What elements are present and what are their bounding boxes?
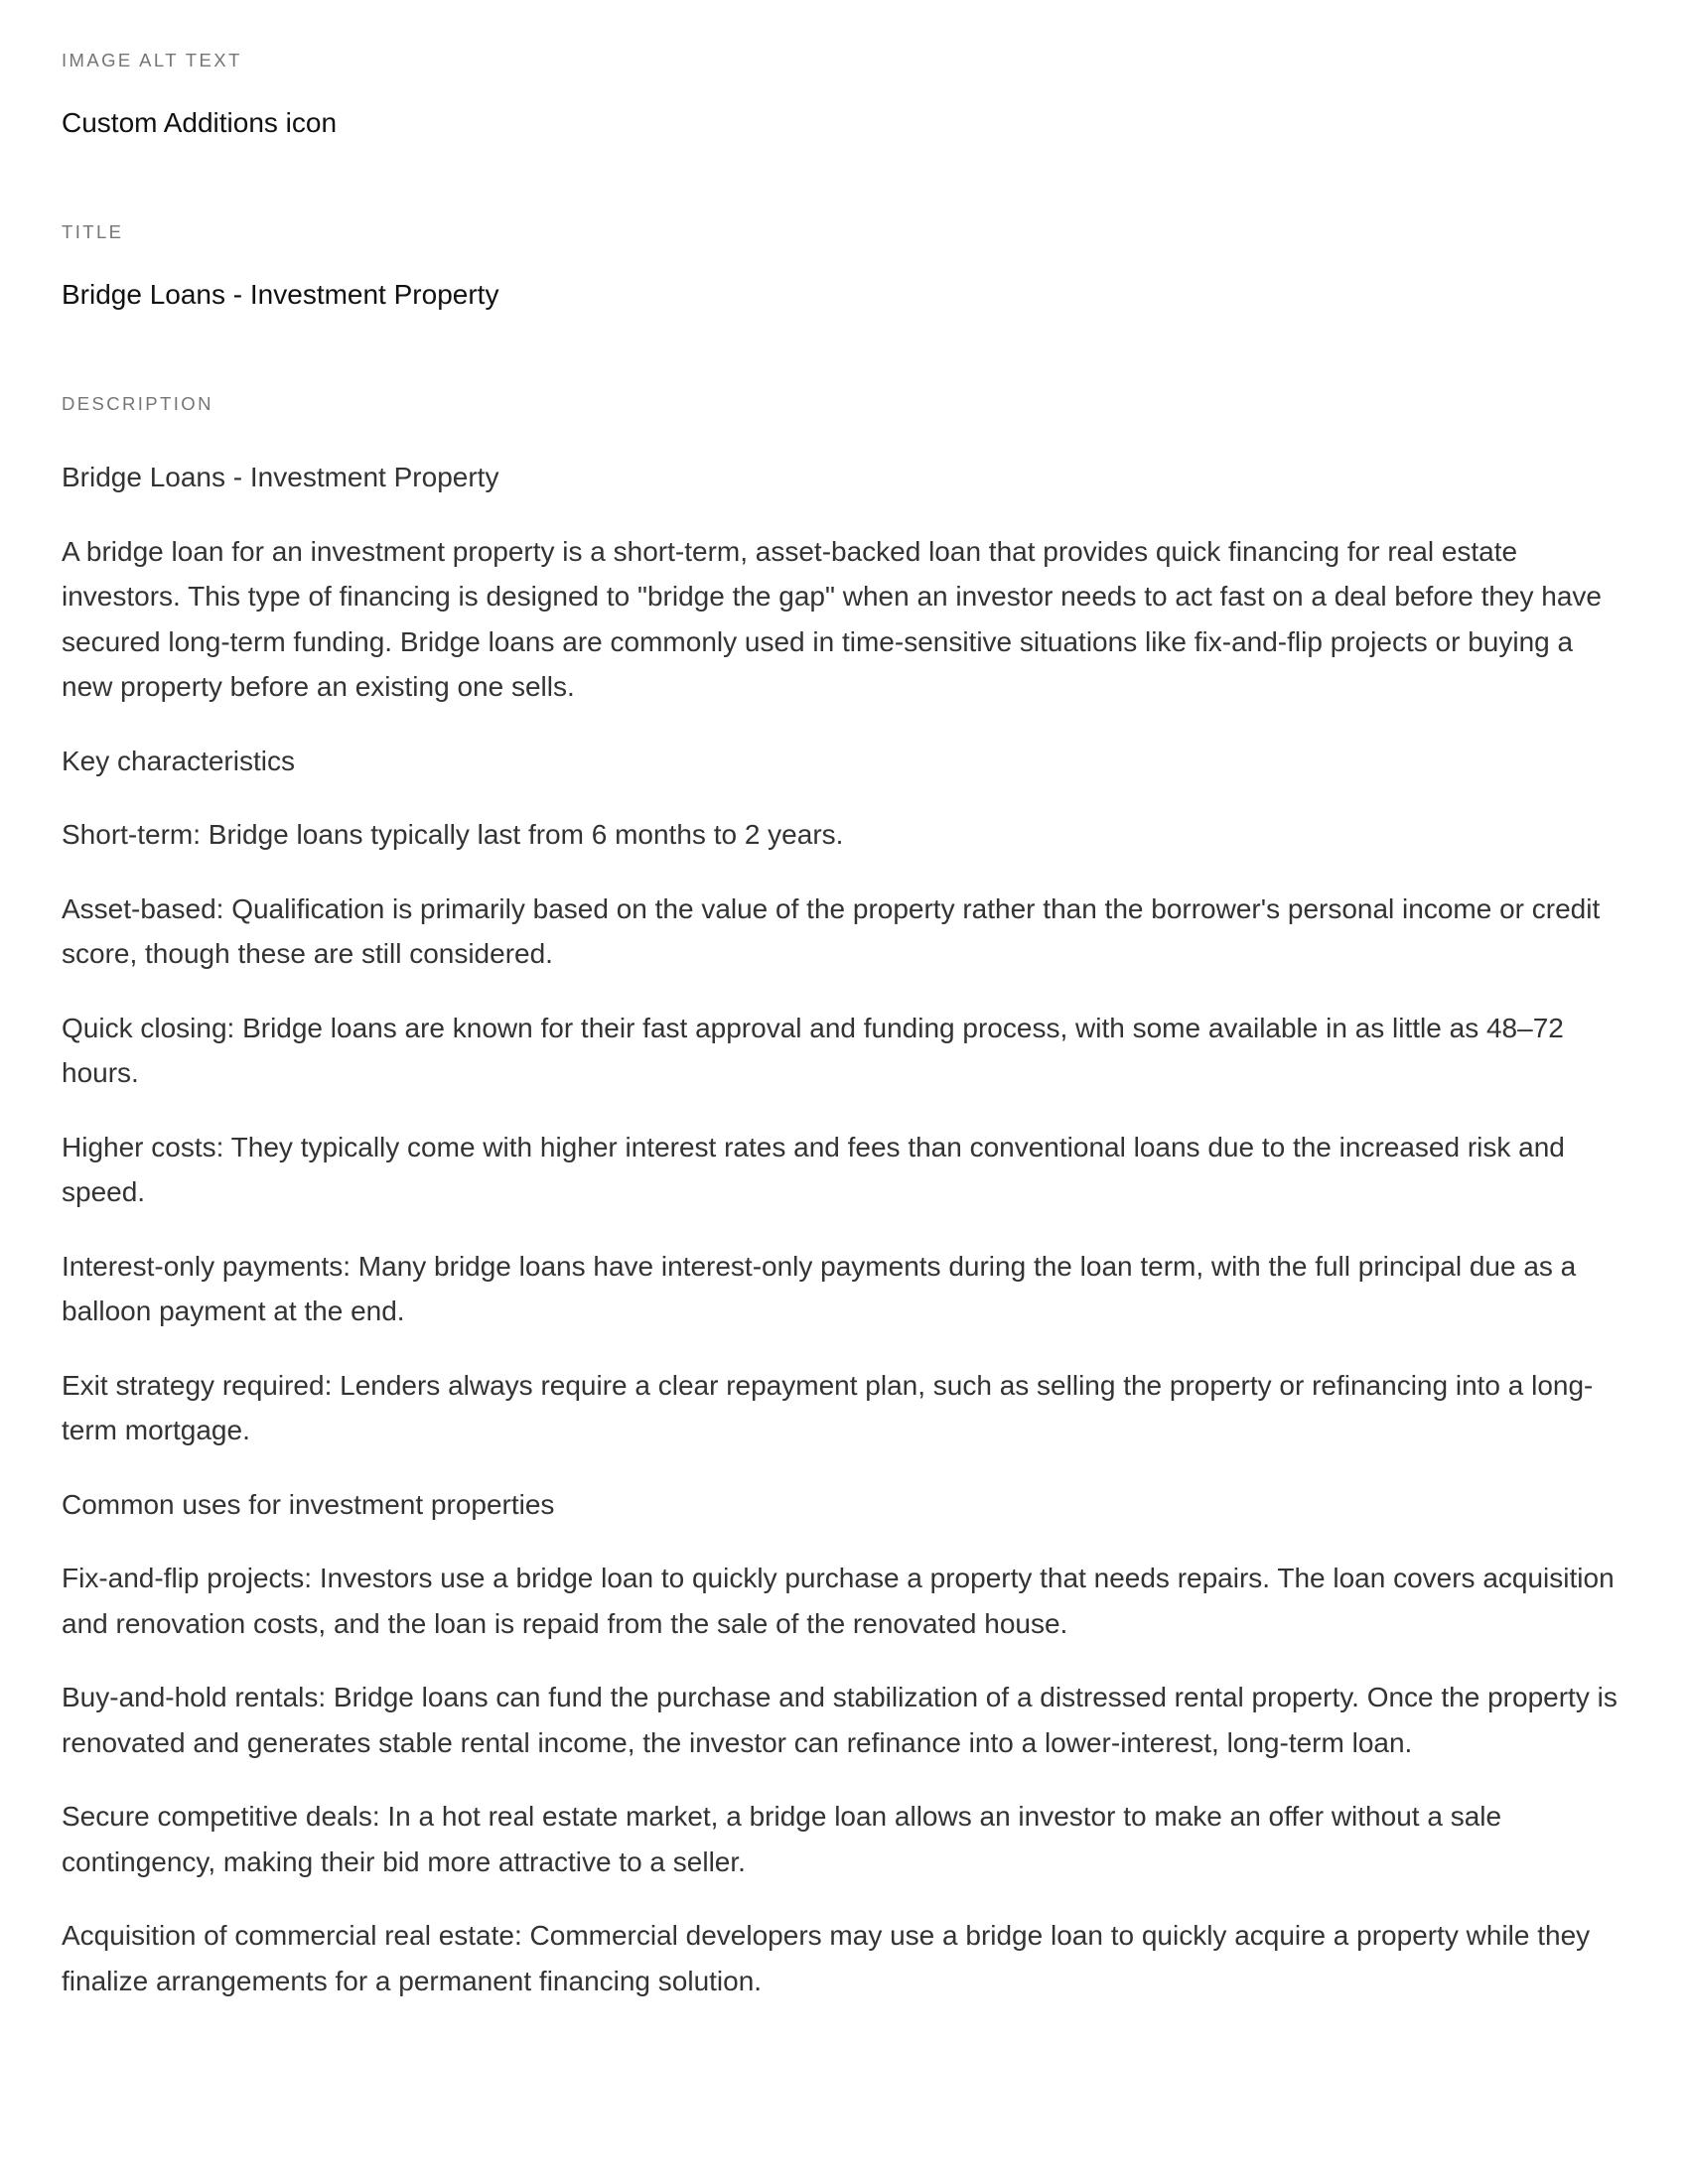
paragraph-fix-and-flip: Fix-and-flip projects: Investors use a bridge loan to quickly purchase a property that needs repairs. The loan covers acquisition and renovation costs, and the loan is repaid from the sale of the renovated house. xyxy=(62,1563,1615,1639)
paragraph-exit-strategy: Exit strategy required: Lenders always require a clear repayment plan, such as selling the property or refinancing into a long-term mortgage. xyxy=(62,1369,1594,1445)
paragraph-higher-costs: Higher costs: They typically come with higher interest rates and fees than conventional loans due to the increased risk and speed. xyxy=(62,1131,1565,1207)
paragraph-commercial-acquisition: Acquisition of commercial real estate: Commercial developers may use a bridge loan to quickly acquire a property while they finalize arrangements for a permanent financing solution. xyxy=(62,1920,1591,1996)
paragraph-short-term: Short-term: Bridge loans typically last from 6 months to 2 years. xyxy=(62,819,844,850)
description-label: DESCRIPTION xyxy=(62,393,213,414)
image-alt-text-value: Custom Additions icon xyxy=(62,107,338,138)
section-heading-common-uses: Common uses for investment properties xyxy=(62,1488,555,1520)
description-body xyxy=(62,455,1630,2032)
image-alt-text-label: IMAGE ALT TEXT xyxy=(62,50,242,70)
title-value: Bridge Loans - Investment Property xyxy=(62,279,499,310)
section-heading-key-characteristics: Key characteristics xyxy=(62,745,295,776)
title-label: TITLE xyxy=(62,221,124,242)
paragraph-quick-closing: Quick closing: Bridge loans are known for their fast approval and funding process, with some available in as little as 48–72 hours. xyxy=(62,1012,1564,1088)
paragraph-competitive-deals: Secure competitive deals: In a hot real estate market, a bridge loan allows an investor to make an offer without a sale contingency, making their bid more attractive to a seller. xyxy=(62,1801,1502,1877)
description-heading: Bridge Loans - Investment Property xyxy=(62,462,499,492)
paragraph-asset-based: Asset-based: Qualification is primarily based on the value of the property rather than the borrower's personal income or credit score, though these are still considered. xyxy=(62,892,1601,969)
description-intro-paragraph: A bridge loan for an investment property is a short-term, asset-backed loan that provides quick financing for real estate investors. This type of financing is designed to "bridge the gap" when an investor needs to act fast on a deal before they have secured long-term funding. Bridge loans are commonly used in time-sensitive situations like fix-and-flip projects or buying a new property before an existing one sells. xyxy=(62,535,1603,702)
paragraph-buy-and-hold: Buy-and-hold rentals: Bridge loans can fund the purchase and stabilization of a distressed rental property. Once the property is renovated and generates stable rental income, the investor can refinance into a lower-interest, long-term loan. xyxy=(62,1682,1618,1758)
paragraph-interest-only: Interest-only payments: Many bridge loans have interest-only payments during the loan term, with the full principal due as a balloon payment at the end. xyxy=(62,1250,1577,1326)
